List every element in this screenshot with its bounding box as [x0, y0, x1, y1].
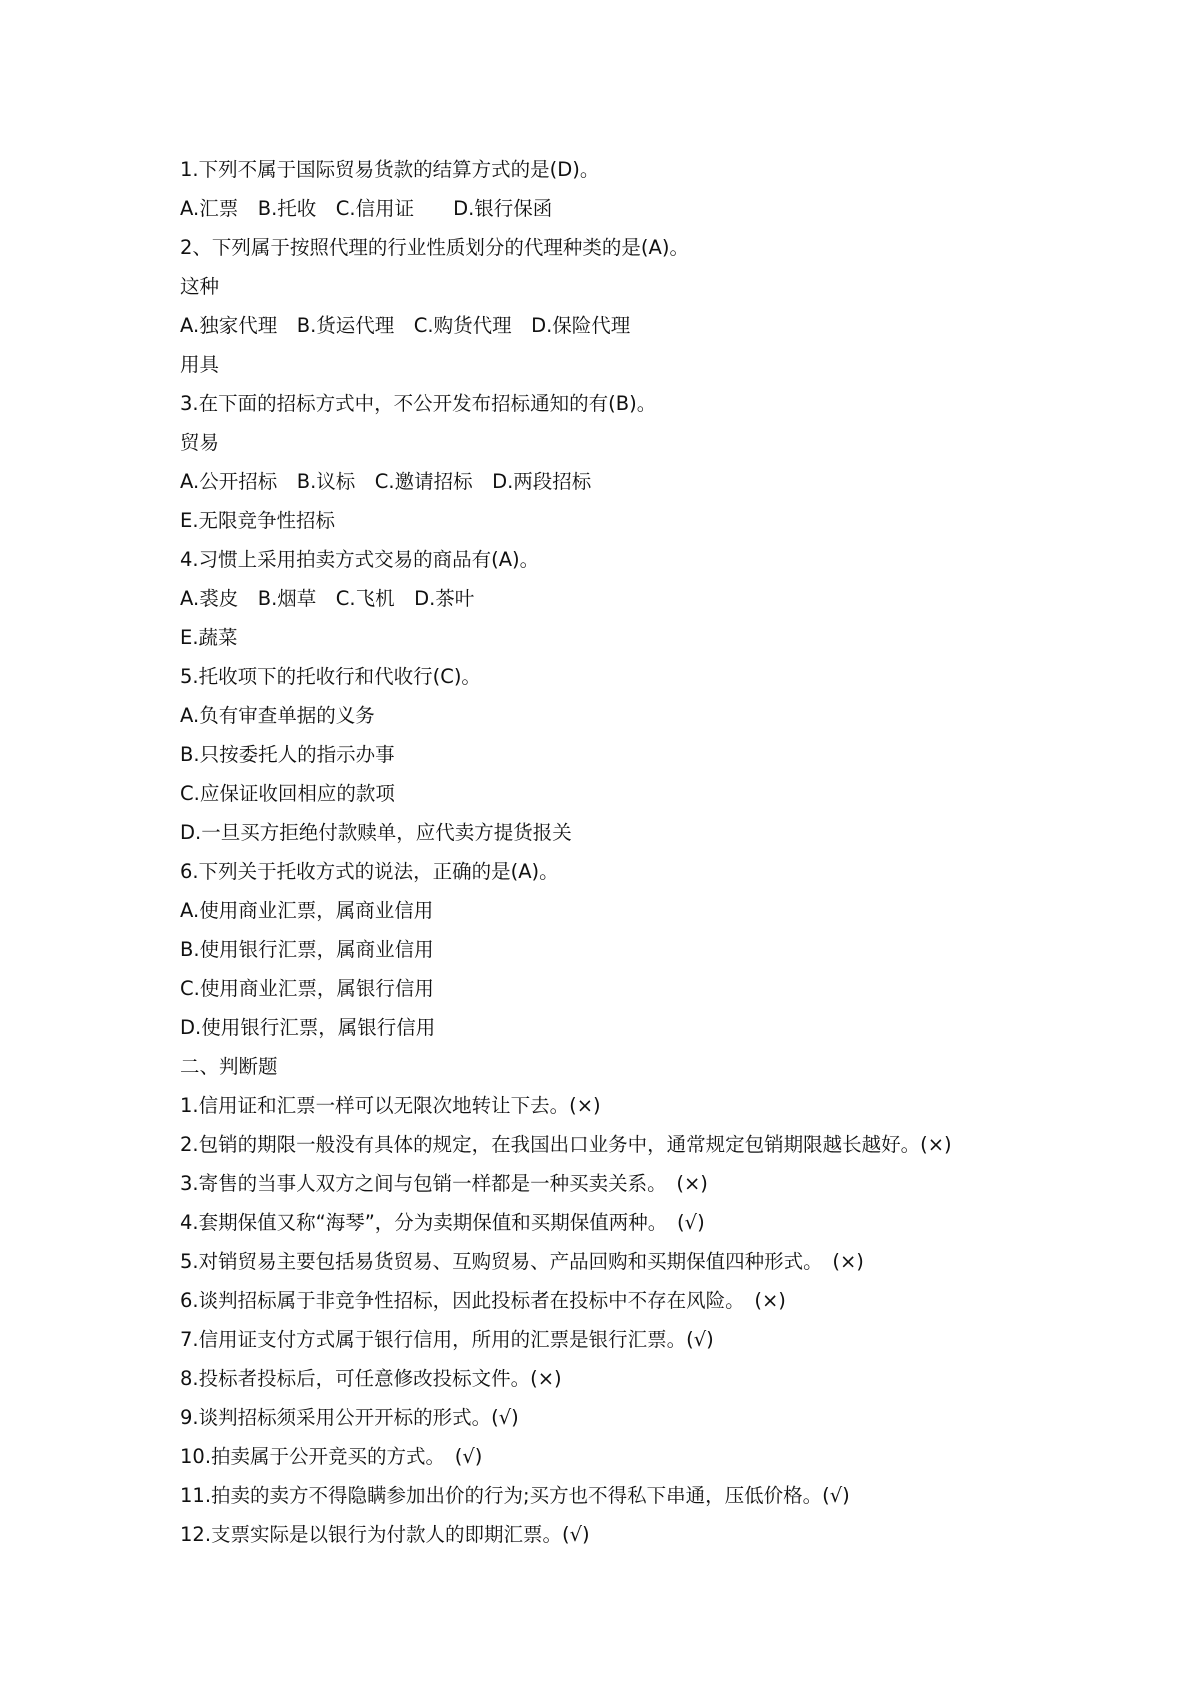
text-line: A.公开招标 B.议标 C.邀请招标 D.两段招标 [180, 470, 592, 493]
text-line: 3.在下面的招标方式中，不公开发布招标通知的有(B)。 [180, 392, 657, 415]
text-line: A.使用商业汇票，属商业信用 [180, 899, 434, 922]
text-line: E.蔬菜 [180, 626, 238, 649]
text-line: 2.包销的期限一般没有具体的规定，在我国出口业务中，通常规定包销期限越长越好。(×) [180, 1133, 952, 1156]
document-body [180, 150, 1120, 1554]
text-line: A.裘皮 B.烟草 C.飞机 D.茶叶 [180, 587, 475, 610]
text-line: A.独家代理 B.货运代理 C.购货代理 D.保险代理 [180, 314, 631, 337]
text-line: B.只按委托人的指示办事 [180, 743, 395, 766]
text-line: 4.习惯上采用拍卖方式交易的商品有(A)。 [180, 548, 540, 571]
text-line: 10.拍卖属于公开竞买的方式。 (√) [180, 1445, 483, 1468]
text-line: 2、下列属于按照代理的行业性质划分的代理种类的是(A)。 [180, 236, 689, 259]
text-line: 贸易 [180, 431, 220, 454]
text-line: 1.信用证和汇票一样可以无限次地转让下去。(×) [180, 1094, 601, 1117]
text-line: D.一旦买方拒绝付款赎单，应代卖方提货报关 [180, 821, 572, 844]
text-line: C.应保证收回相应的款项 [180, 782, 395, 805]
text-line: D.使用银行汇票，属银行信用 [180, 1016, 436, 1039]
text-line: 9.谈判招标须采用公开开标的形式。(√) [180, 1406, 519, 1429]
text-line: 二、判断题 [180, 1055, 278, 1078]
text-line: 5.托收项下的托收行和代收行(C)。 [180, 665, 481, 688]
text-line: B.使用银行汇票，属商业信用 [180, 938, 434, 961]
text-line: 4.套期保值又称“海琴”，分为卖期保值和买期保值两种。 (√) [180, 1211, 705, 1234]
text-line: 12.支票实际是以银行为付款人的即期汇票。(√) [180, 1523, 590, 1546]
text-line: 5.对销贸易主要包括易货贸易、互购贸易、产品回购和买期保值四种形式。 (×) [180, 1250, 864, 1273]
text-line: C.使用商业汇票，属银行信用 [180, 977, 434, 1000]
text-line: A.负有审查单据的义务 [180, 704, 375, 727]
text-line: 这种 [180, 275, 220, 298]
text-line: 11.拍卖的卖方不得隐瞒参加出价的行为;买方也不得私下串通，压低价格。(√) [180, 1484, 850, 1507]
text-line: A.汇票 B.托收 C.信用证 D.银行保函 [180, 197, 553, 220]
text-line: 7.信用证支付方式属于银行信用，所用的汇票是银行汇票。(√) [180, 1328, 714, 1351]
text-line: E.无限竞争性招标 [180, 509, 336, 532]
text-line: 8.投标者投标后，可任意修改投标文件。(×) [180, 1367, 562, 1390]
text-line: 1.下列不属于国际贸易货款的结算方式的是(D)。 [180, 158, 600, 181]
text-line: 用具 [180, 353, 220, 376]
text-line: 6.下列关于托收方式的说法，正确的是(A)。 [180, 860, 559, 883]
text-line: 3.寄售的当事人双方之间与包销一样都是一种买卖关系。 (×) [180, 1172, 708, 1195]
text-line: 6.谈判招标属于非竞争性招标，因此投标者在投标中不存在风险。 (×) [180, 1289, 786, 1312]
